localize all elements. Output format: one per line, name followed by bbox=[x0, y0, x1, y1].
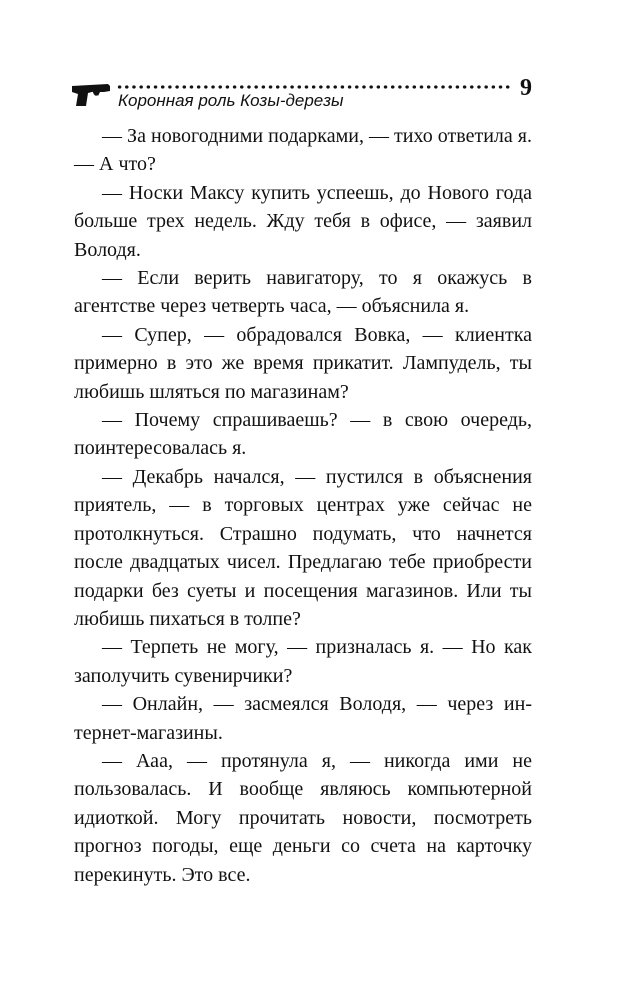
running-title: Коронная роль Козы-дерезы bbox=[118, 91, 344, 110]
paragraph: — Если верить навигатору, то я окажусь в агентстве через четверть часа, — объяснила я. bbox=[74, 267, 532, 318]
paragraph: — Ааа, — протянула я, — никогда ими не пользовалась. И вообще являюсь компьютерной идиоткой. Могу прочитать новости, посмотреть прогноз погоды, еще деньги со счета на карточку перекинуть. Это все. bbox=[74, 749, 532, 886]
header-dotted-rule bbox=[116, 84, 512, 90]
paragraph: — Онлайн, — засмеялся Володя, — через интернет-магазины. bbox=[74, 693, 532, 744]
paragraph: — За новогодними подарками, — тихо ответила я. — А что? bbox=[74, 125, 532, 176]
paragraph: — Почему спрашиваешь? — в свою очередь, поинтересовалась я. bbox=[74, 409, 532, 460]
body-text bbox=[74, 122, 532, 889]
paragraph: — Носки Максу купить успеешь, до Нового года больше трех недель. Жду тебя в офисе, — заявил Володя. bbox=[74, 181, 532, 261]
page-number: 9 bbox=[520, 75, 532, 101]
page-header bbox=[70, 74, 532, 120]
paragraph: — Супер, — обрадовался Вовка, — клиентка примерно в это же время прикатит. Лампудель, ты любишь шляться по магазинам? bbox=[74, 323, 532, 403]
gun-icon bbox=[70, 80, 112, 110]
paragraph: — Декабрь начался, — пустился в объяснения приятель, — в торговых центрах уже сейчас не протолкнуться. Страшно подумать, что начнется после двадцатых чисел. Предлагаю тебе приобрести подарки без суеты и посещения магазинов. Или ты любишь пихаться в толпе? bbox=[74, 465, 532, 630]
paragraph: — Терпеть не могу, — призналась я. — Но как заполучить сувенирчики? bbox=[74, 636, 532, 687]
